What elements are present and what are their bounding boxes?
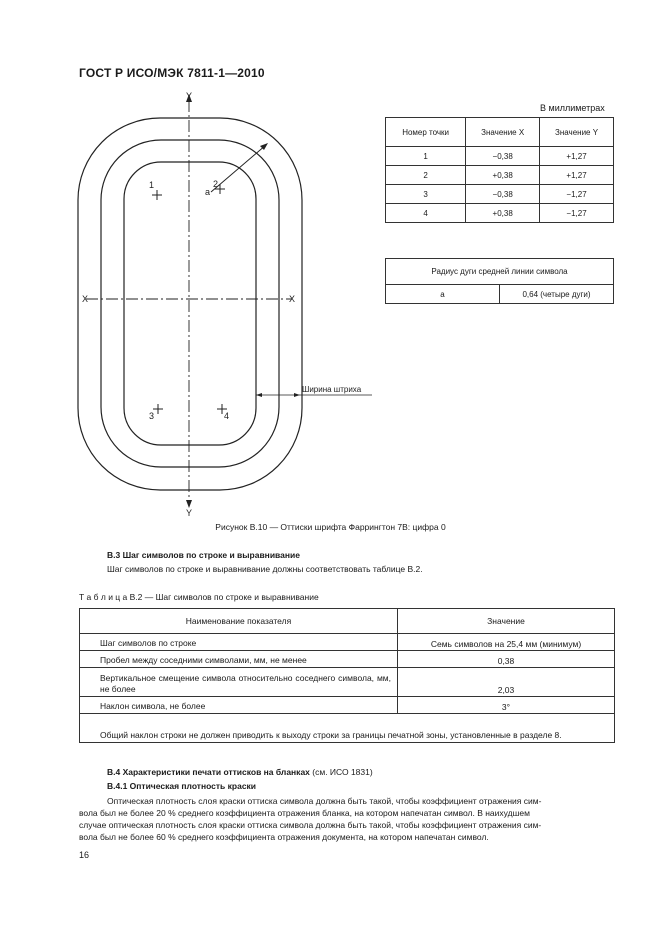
table-row: 2 +0,38 +1,27	[386, 166, 614, 185]
stroke-width-label: Ширина штриха	[302, 385, 362, 394]
col-header-value: Значение	[398, 609, 615, 634]
table-row: 1 −0,38 +1,27	[386, 147, 614, 166]
section-b3-text: Шаг символов по строке и выравнивание должны соответствовать таблице В.2.	[107, 564, 423, 574]
stroke-arrowhead-right	[294, 393, 300, 397]
col-header-name: Наименование показателя	[80, 609, 398, 634]
coordinates-table	[385, 117, 614, 223]
table-b2	[79, 608, 615, 743]
table-row: Вертикальное смещение символа относительно соседнего символа, мм, не более 2,03	[80, 668, 615, 697]
x-label-left: X	[82, 294, 89, 304]
y-label-bottom: Y	[186, 508, 193, 518]
point-2-label: 2	[213, 179, 219, 189]
radius-value: 0,64 (четыре дуги)	[500, 285, 614, 304]
x-label-right: X	[289, 294, 296, 304]
table-row: Пробел между соседними символами, мм, не менее 0,38	[80, 651, 615, 668]
section-b41-title: В.4.1 Оптическая плотность краски	[107, 781, 257, 791]
page-number: 16	[79, 850, 90, 860]
table-row: Шаг символов по строке Семь символов на 25,4 мм (минимум)	[80, 634, 615, 651]
radius-symbol: a	[386, 285, 500, 304]
outer-contour	[78, 118, 302, 490]
section-b3-title: В.3 Шаг символов по строке и выравнивание	[107, 550, 300, 560]
section-b4-title: В.4 Характеристики печати оттисков на бланках (см. ИСО 1831)	[107, 767, 373, 777]
point-1-label: 1	[149, 180, 155, 190]
unit-note: В миллиметрах	[540, 103, 605, 113]
stroke-arrowhead-left	[256, 393, 262, 397]
point-3-label: 3	[149, 411, 155, 421]
radius-header: Радиус дуги средней линии символа	[386, 259, 614, 285]
middle-contour	[101, 140, 279, 467]
table-note: Общий наклон строки не должен приводить к выходу строки за границы печатной зоны, установленные в разделе 8.	[80, 714, 615, 743]
table-row: 3 −0,38 −1,27	[386, 185, 614, 204]
col-header-point: Номер точки	[386, 118, 466, 147]
radius-label: a	[205, 187, 211, 197]
col-header-y: Значение Y	[540, 118, 614, 147]
col-header-x: Значение X	[466, 118, 540, 147]
table-b2-title: Т а б л и ц а В.2 — Шаг символов по строке и выравнивание	[79, 592, 319, 602]
radius-arrow	[211, 145, 266, 192]
radius-table	[385, 258, 614, 304]
section-b41-text: Оптическая плотность слоя краски оттиска символа должна быть такой, чтобы коэффициент отражения сим- вола был не более 20 % среднего коэффициента отражения бланка, на котором напечатан символ. В наихудшем случае оптическая плотность слоя краски оттиска символа должна быть такой, чтобы коэффициент отражения сим- вола был не более 60 % среднего коэффициента отражения документа, на котором напечатан символ.	[79, 796, 542, 842]
page-header: ГОСТ Р ИСО/МЭК 7811-1—2010	[79, 66, 265, 80]
y-arrow-bottom	[186, 500, 192, 508]
point-4-label: 4	[224, 411, 230, 421]
figure-caption: Рисунок В.10 — Оттиски шрифта Фаррингтон 7В: цифра 0	[215, 522, 446, 532]
table-row: Наклон символа, не более 3°	[80, 697, 615, 714]
table-row: 4 +0,38 −1,27	[386, 204, 614, 223]
table-note-row	[80, 714, 615, 743]
y-label-top: Y	[186, 91, 193, 101]
inner-contour	[124, 162, 256, 445]
